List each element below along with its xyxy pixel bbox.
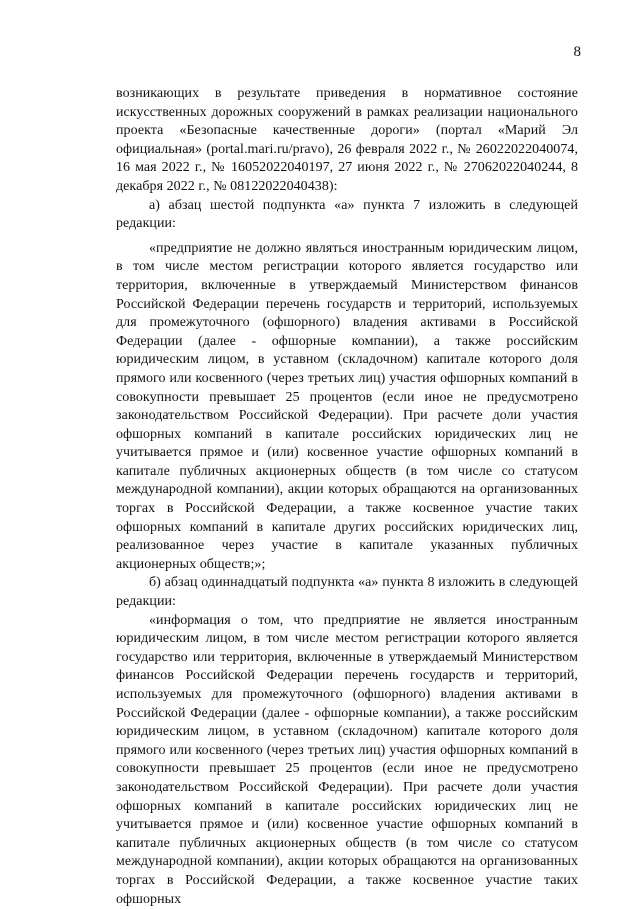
paragraph-amendment-b: б) абзац одиннадцатый подпункта «а» пункта 8 изложить в следующей редакции: bbox=[116, 575, 578, 610]
paragraph-amendment-a: а) абзац шестой подпункта «а» пункта 7 изложить в следующей редакции: bbox=[116, 197, 578, 232]
paragraph-intro-continuation: возникающих в результате приведения в нормативное состояние искусственных дорожных сооружений в рамках реализации национального проекта «Безопасные качественные дороги» (портал «Марий Эл официальная» (portal.mari.ru/pravo), 26 февраля 2022 г., № 26022022040074, 16 мая 2022 г., № 16052022040197, 27 июня 2022 г., № 27062022040244, 8 декабря 2022 г., № 08122022040438): bbox=[116, 86, 578, 194]
document-body bbox=[116, 85, 578, 909]
paragraph-quoted-text-b: «информация о том, что предприятие не является иностранным юридическим лицом, в том числе местом регистрации которого является государство или территория, включенные в утверждаемый Министерством финансов Российской Федерации перечень государств и территорий, используемых для промежуточного (офшорного) владения активами в Российской Федерации (далее - офшорные компании), а также российским юридическим лицом, в уставном (складочном) капитале которого доля прямого или косвенного (через третьих лиц) участия офшорных компаний в совокупности превышает 25 процентов (если иное не предусмотрено законодательством Российской Федерации). При расчете доли участия офшорных компаний в капитале российских юридических лиц не учитывается прямое и (или) косвенное участие офшорных компаний в капитале публичных акционерных обществ (в том числе со статусом международной компании), акции которых обращаются на организованных торгах в Российской Федерации, а также косвенное участие таких офшорных bbox=[116, 612, 578, 907]
page-number: 8 bbox=[573, 44, 581, 60]
paragraph-quoted-text-a: «предприятие не должно являться иностранным юридическим лицом, в том числе местом регистрации которого является государство или территория, включенные в утверждаемый Министерством финансов Российской Федерации перечень государств и территорий, используемых для промежуточного (офшорного) владения активами в Российской Федерации (далее - офшорные компании), а также российским юридическим лицом, в уставном (складочном) капитале которого доля прямого или косвенного (через третьих лиц) участия офшорных компаний в совокупности превышает 25 процентов (если иное не предусмотрено законодательством Российской Федерации). При расчете доли участия офшорных компаний в капитале российских юридических лиц не учитывается прямое и (или) косвенное участие офшорных компаний в капитале публичных акционерных обществ (в том числе со статусом международной компании), акции которых обращаются на организованных торгах в Российской Федерации, а также косвенное участие таких офшорных компаний в капитале других российских юридических лиц, реализованное через участие в капитале указанных публичных акционерных обществ;»; bbox=[116, 240, 578, 572]
